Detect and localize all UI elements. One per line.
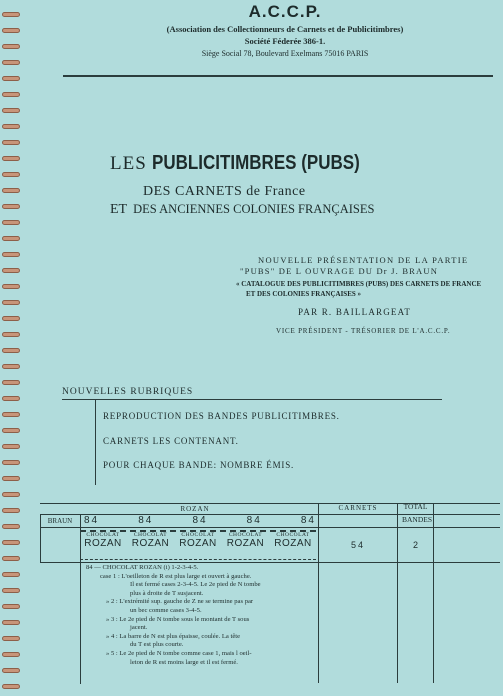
spiral-ring: [2, 636, 20, 641]
header-bandes: BANDES: [401, 515, 432, 524]
spiral-ring: [2, 428, 20, 433]
note-line: » 2 : L'extrémité sup. gauche de Z ne se termine pas par: [106, 598, 254, 606]
stamp-top-text: CHOCOLAT: [86, 532, 120, 538]
spiral-ring: [2, 508, 20, 513]
spiral-ring: [2, 44, 20, 49]
spiral-ring: [2, 540, 20, 545]
spiral-ring: [2, 124, 20, 129]
spiral-binding: [0, 0, 22, 696]
rubriques-underline: [62, 399, 442, 400]
header-total: TOTAL: [403, 502, 428, 511]
spiral-ring: [2, 588, 20, 593]
rubriques-heading: NOUVELLES RUBRIQUES: [62, 387, 194, 397]
note-line: » 3 : Le 2e pied de N tombe sous le montant de T sous: [106, 615, 250, 623]
spiral-ring: [2, 284, 20, 289]
band-stamp: [270, 532, 316, 559]
presentation-line1: NOUVELLE PRÉSENTATION DE LA PARTIE: [258, 255, 469, 265]
spiral-ring: [2, 188, 20, 193]
band-stamp: [175, 532, 221, 559]
spiral-ring: [2, 172, 20, 177]
rubrique-item: REPRODUCTION DES BANDES PUBLICITIMBRES.: [103, 411, 340, 421]
note-line: du T est plus courte.: [130, 641, 184, 649]
note-line: » 5 : Le 2e pied de N tombe comme case 1, mais l oeil-: [106, 649, 252, 657]
total-value: 2: [412, 540, 418, 550]
note-line: plus à droite de T susjacent.: [130, 589, 204, 597]
spiral-ring: [2, 476, 20, 481]
header-carnets: CARNETS: [338, 504, 378, 512]
title-et: ET: [110, 202, 128, 217]
spiral-ring: [2, 252, 20, 257]
spiral-ring: [2, 684, 20, 689]
band-stamp: [223, 532, 269, 559]
title-line3: [110, 202, 374, 218]
number-row: [84, 515, 316, 526]
stamp-top-text: CHOCOLAT: [228, 532, 263, 538]
spiral-ring: [2, 300, 20, 305]
spiral-ring: [2, 524, 20, 529]
header-rozan: ROZAN: [180, 505, 210, 513]
note-line: » 4 : La barre de N est plus épaisse, coulée. La tête: [106, 632, 241, 640]
note-line: case 1 : L'oeilleton de R est plus large et ouvert à gauche.: [100, 572, 252, 580]
spiral-ring: [2, 396, 20, 401]
org-title: A.C.C.P.: [248, 2, 322, 21]
spiral-ring: [2, 556, 20, 561]
spiral-ring: [2, 140, 20, 145]
table-line: [40, 527, 500, 528]
spiral-ring: [2, 12, 20, 17]
spiral-ring: [2, 604, 20, 609]
note-line: Il est fermé cases 2-3-4-5. Le 2e pied de N tombe: [130, 581, 261, 589]
note-line: un bec comme cases 3-4-5.: [130, 606, 202, 614]
spiral-ring: [2, 316, 20, 321]
rubriques-bracket: [95, 399, 96, 485]
title-main: PUBLICITIMBRES (PUBS): [152, 152, 361, 174]
spiral-ring: [2, 28, 20, 33]
stamp-top-text: CHOCOLAT: [276, 532, 310, 538]
table-col-line: [318, 503, 319, 683]
presentation-line4: ET DES COLONIES FRANÇAISES »: [246, 290, 362, 298]
stamp-bottom-text: ROZAN: [131, 538, 170, 549]
header-divider: [63, 75, 493, 77]
spiral-ring: [2, 92, 20, 97]
band-stamp: [80, 532, 126, 559]
stamp-top-text: CHOCOLAT: [133, 532, 168, 538]
spiral-ring: [2, 204, 20, 209]
carnets-value: 54: [350, 540, 365, 550]
braun-number: 84: [246, 515, 262, 526]
spiral-ring: [2, 492, 20, 497]
rubrique-item: CARNETS LES CONTENANT.: [103, 436, 239, 446]
spiral-ring: [2, 76, 20, 81]
spiral-ring: [2, 444, 20, 449]
spiral-ring: [2, 460, 20, 465]
stamp-bottom-text: ROZAN: [179, 538, 217, 549]
spiral-ring: [2, 220, 20, 225]
spiral-ring: [2, 156, 20, 161]
address: Siège Social 78, Boulevard Exelmans 75016 PARIS: [201, 49, 369, 58]
stamp-bottom-text: ROZAN: [226, 538, 265, 549]
spiral-ring: [2, 620, 20, 625]
note-line: leton de R est moins large et il est fermé.: [130, 658, 238, 666]
header-braun: BRAUN: [47, 517, 73, 525]
presentation-role: VICE PRÉSIDENT - TRÉSORIER DE L'A.C.C.P.: [276, 327, 451, 335]
stamp-top-text: CHOCOLAT: [181, 532, 215, 538]
rubrique-item: POUR CHAQUE BANDE: NOMBRE ÉMIS.: [103, 460, 295, 470]
braun-number: 84: [84, 515, 100, 526]
band-reproduction: [80, 530, 316, 560]
band-stamp: [128, 532, 174, 559]
spiral-ring: [2, 572, 20, 577]
main-title: [110, 152, 397, 175]
spiral-ring: [2, 668, 20, 673]
title-les: LES: [110, 153, 147, 174]
spiral-ring: [2, 60, 20, 65]
spiral-ring: [2, 268, 20, 273]
association-name: (Association des Collectionneurs de Carnets et de Publicitimbres): [166, 24, 404, 34]
spiral-ring: [2, 412, 20, 417]
spiral-ring: [2, 364, 20, 369]
note-line: jacent.: [130, 624, 148, 632]
presentation-line2: "PUBS" DE L OUVRAGE DU Dr J. BRAUN: [240, 266, 439, 276]
spiral-ring: [2, 380, 20, 385]
spiral-ring: [2, 348, 20, 353]
stamp-bottom-text: ROZAN: [84, 538, 122, 549]
spiral-ring: [2, 108, 20, 113]
society-number: Société Féderée 386-1.: [244, 36, 326, 46]
braun-number: 84: [138, 515, 154, 526]
title-colonies: DES ANCIENNES COLONIES FRANÇAISES: [133, 202, 375, 216]
table-line: [40, 562, 500, 563]
spiral-ring: [2, 236, 20, 241]
braun-number: 84: [192, 515, 208, 526]
presentation-line3: « CATALOGUE DES PUBLICITIMBRES (PUBS) DES CARNETS DE FRANCE: [236, 280, 482, 288]
spiral-ring: [2, 332, 20, 337]
table-col-line: [433, 503, 434, 683]
note-title: 84 — CHOCOLAT ROZAN (i) 1-2-3-4-5.: [86, 564, 199, 571]
title-line2: DES CARNETS de France: [143, 184, 306, 199]
braun-number: 84: [300, 515, 316, 526]
variety-notes: [86, 564, 314, 667]
stamp-bottom-text: ROZAN: [274, 538, 312, 549]
table-col-line: [397, 503, 398, 683]
presentation-author: PAR R. BAILLARGEAT: [298, 307, 412, 317]
spiral-ring: [2, 652, 20, 657]
